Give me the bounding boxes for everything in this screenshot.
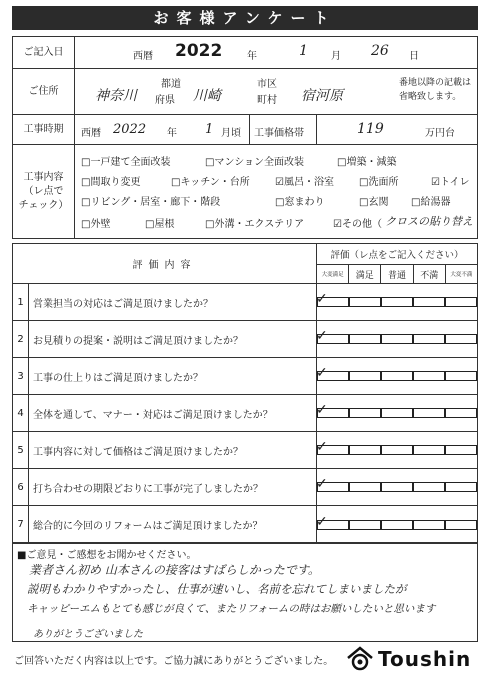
rating-cell bbox=[349, 432, 381, 468]
rating-checkbox[interactable] bbox=[445, 482, 477, 492]
evaluation-row-number: 2 bbox=[13, 321, 29, 357]
rating-cell bbox=[445, 321, 477, 357]
house-logo-icon bbox=[346, 646, 374, 672]
rating-cell bbox=[413, 358, 445, 394]
evaluation-row-number: 1 bbox=[13, 284, 29, 320]
address-label: ご住所 bbox=[13, 69, 75, 114]
rating-checkbox[interactable] bbox=[381, 297, 413, 307]
rating-checkbox[interactable] bbox=[445, 334, 477, 344]
date-label: ご記入日 bbox=[13, 37, 75, 68]
address-city[interactable]: 川崎 bbox=[193, 88, 221, 104]
work-option[interactable]: □増築・減築 bbox=[337, 157, 397, 168]
work-other-value[interactable]: クロスの貼り替え bbox=[385, 215, 473, 228]
rating-cell bbox=[317, 321, 349, 357]
rating-cell bbox=[381, 284, 413, 320]
rating-checkbox[interactable] bbox=[381, 334, 413, 344]
date-era: 西暦 bbox=[133, 51, 153, 62]
address-row bbox=[13, 69, 477, 115]
evaluation-row bbox=[13, 432, 477, 469]
rating-cell bbox=[413, 469, 445, 505]
evaluation-question: 全体を通して、マナー・対応はご満足頂けましたか？ bbox=[29, 395, 317, 431]
price-label: 工事価格帯 bbox=[254, 128, 304, 139]
date-year-unit: 年 bbox=[247, 51, 257, 62]
work-option-checked[interactable]: ☑トイレ bbox=[431, 177, 470, 188]
rating-checkbox[interactable] bbox=[349, 371, 381, 381]
evaluation-header bbox=[13, 244, 477, 284]
customer-info-table bbox=[12, 36, 478, 239]
address-pref[interactable]: 神奈川 bbox=[95, 88, 137, 104]
construction-label: 工事時期 bbox=[13, 115, 75, 144]
rating-checkbox[interactable] bbox=[381, 445, 413, 455]
work-option[interactable]: □窓まわり bbox=[275, 197, 325, 208]
evaluation-question: 打ち合わせの期限どおりに工事が完了しましたか？ bbox=[29, 469, 317, 505]
date-day[interactable]: 26 bbox=[371, 43, 389, 59]
construction-year-unit: 年 bbox=[167, 128, 177, 139]
rating-cell bbox=[445, 469, 477, 505]
address-note: 番地以降の記載は省略致します。 bbox=[399, 78, 472, 102]
rating-cell bbox=[317, 358, 349, 394]
company-logo bbox=[346, 646, 471, 672]
rating-cell bbox=[413, 395, 445, 431]
work-content-row bbox=[13, 145, 477, 238]
check-mark-icon: ✓ bbox=[316, 439, 328, 455]
rating-cell bbox=[349, 321, 381, 357]
rating-checkbox[interactable] bbox=[349, 297, 381, 307]
rating-checkbox[interactable] bbox=[349, 334, 381, 344]
evaluation-row bbox=[13, 284, 477, 321]
rating-checkbox[interactable] bbox=[445, 408, 477, 418]
logo-text: Toushin bbox=[378, 647, 472, 671]
work-label-line2: （レ点で bbox=[23, 185, 64, 197]
rating-checkbox[interactable] bbox=[381, 371, 413, 381]
evaluation-row bbox=[13, 321, 477, 358]
rating-cell bbox=[349, 506, 381, 543]
price-unit: 万円台 bbox=[425, 128, 455, 139]
rating-checkbox[interactable] bbox=[381, 482, 413, 492]
rating-checkbox[interactable] bbox=[413, 482, 445, 492]
col-satisfied: 満足 bbox=[349, 265, 381, 283]
page-title: お客様アンケート bbox=[12, 6, 478, 30]
rating-cell bbox=[381, 432, 413, 468]
rating-cell bbox=[413, 321, 445, 357]
evaluation-question: お見積りの提案・説明はご満足頂けましたか？ bbox=[29, 321, 317, 357]
rating-checkbox[interactable] bbox=[413, 408, 445, 418]
check-mark-icon: ✓ bbox=[316, 402, 328, 418]
evaluation-row-number: 4 bbox=[13, 395, 29, 431]
rating-cell bbox=[413, 284, 445, 320]
evaluation-row-number: 5 bbox=[13, 432, 29, 468]
rating-cell bbox=[381, 358, 413, 394]
comments-box[interactable] bbox=[12, 542, 478, 642]
rating-checkbox-checked[interactable] bbox=[316, 328, 349, 344]
city-unit-bottom: 町村 bbox=[257, 95, 277, 106]
date-month-unit: 月 bbox=[331, 51, 341, 62]
rating-cell bbox=[317, 432, 349, 468]
pref-unit-top: 都道 bbox=[161, 79, 181, 90]
rating-cell bbox=[381, 469, 413, 505]
work-option-checked[interactable]: ☑その他（ bbox=[333, 219, 382, 230]
date-row bbox=[13, 37, 477, 69]
check-mark-icon: ✓ bbox=[316, 328, 328, 344]
evaluation-row-number: 3 bbox=[13, 358, 29, 394]
col-dissatisfied: 不満 bbox=[414, 265, 446, 283]
rating-cell bbox=[445, 506, 477, 543]
comments-label: ■ご意見・ご感想をお聞かせください。 bbox=[17, 550, 197, 561]
work-label-line3: チェック） bbox=[18, 199, 69, 211]
date-month[interactable]: 1 bbox=[299, 43, 308, 59]
work-option[interactable]: □玄関 bbox=[359, 197, 389, 208]
rating-cell bbox=[349, 395, 381, 431]
pref-unit-bottom: 府県 bbox=[155, 95, 175, 106]
work-option[interactable]: □リビング・居室・廊下・階段 bbox=[81, 197, 221, 208]
work-option-checked[interactable]: ☑風呂・浴室 bbox=[275, 177, 334, 188]
evaluation-rating-header: 評価（レ点をご記入ください） bbox=[330, 250, 464, 261]
rating-checkbox[interactable] bbox=[413, 445, 445, 455]
construction-row bbox=[13, 115, 477, 145]
rating-cell bbox=[445, 284, 477, 320]
construction-month[interactable]: 1 bbox=[205, 122, 214, 137]
rating-checkbox[interactable] bbox=[413, 297, 445, 307]
evaluation-row-number: 6 bbox=[13, 469, 29, 505]
work-option[interactable]: □外溝・エクステリア bbox=[205, 219, 305, 230]
rating-checkbox[interactable] bbox=[349, 408, 381, 418]
rating-checkbox[interactable] bbox=[349, 482, 381, 492]
comment-line: キャッピーエムもとても感じが良くて、またリフォームの時はお願いしたいと思います bbox=[27, 603, 436, 615]
construction-era: 西暦 bbox=[81, 128, 101, 139]
evaluation-table bbox=[12, 243, 478, 544]
check-mark-icon: ✓ bbox=[316, 365, 328, 381]
rating-checkbox-checked[interactable] bbox=[316, 365, 349, 381]
work-option[interactable]: □キッチン・台所 bbox=[171, 177, 250, 188]
rating-checkbox-checked[interactable] bbox=[316, 476, 349, 492]
rating-cell bbox=[413, 432, 445, 468]
comment-line: ありがとうございました bbox=[33, 629, 143, 640]
rating-cell bbox=[445, 432, 477, 468]
rating-cell bbox=[445, 395, 477, 431]
rating-checkbox-checked[interactable] bbox=[316, 291, 349, 307]
rating-cell bbox=[317, 469, 349, 505]
rating-cell bbox=[349, 358, 381, 394]
work-option[interactable]: □外壁 bbox=[81, 219, 111, 230]
rating-cell bbox=[317, 506, 349, 543]
rating-cell bbox=[381, 321, 413, 357]
evaluation-question: 営業担当の対応はご満足頂けましたか？ bbox=[29, 284, 317, 320]
rating-cell bbox=[381, 506, 413, 543]
rating-cell bbox=[413, 506, 445, 543]
footer-text: ご回答いただく内容は以上です。ご協力誠にありがとうございました。 bbox=[14, 656, 334, 667]
check-mark-icon: ✓ bbox=[316, 291, 328, 307]
evaluation-row bbox=[13, 395, 477, 432]
col-normal: 普通 bbox=[381, 265, 413, 283]
rating-checkbox[interactable] bbox=[445, 520, 477, 530]
date-day-unit: 日 bbox=[409, 51, 419, 62]
rating-checkbox-checked[interactable] bbox=[316, 513, 349, 530]
rating-checkbox-checked[interactable] bbox=[316, 439, 349, 455]
col-very-satisfied: 大変満足 bbox=[317, 265, 349, 283]
address-town[interactable]: 宿河原 bbox=[301, 88, 343, 104]
work-label bbox=[13, 145, 75, 238]
evaluation-question: 工事内容に対して価格はご満足頂けましたか？ bbox=[29, 432, 317, 468]
rating-checkbox[interactable] bbox=[381, 408, 413, 418]
construction-month-unit: 月頃 bbox=[221, 128, 241, 139]
evaluation-question-header: 評価内容 bbox=[13, 244, 317, 283]
rating-cell bbox=[317, 284, 349, 320]
price-value[interactable]: 119 bbox=[357, 121, 384, 137]
rating-cell bbox=[349, 469, 381, 505]
city-unit-top: 市区 bbox=[257, 79, 277, 90]
rating-checkbox[interactable] bbox=[349, 520, 381, 530]
rating-cell bbox=[445, 358, 477, 394]
construction-year[interactable]: 2022 bbox=[113, 122, 147, 137]
rating-cell bbox=[349, 284, 381, 320]
work-label-line1: 工事内容 bbox=[23, 171, 64, 183]
evaluation-row bbox=[13, 506, 477, 543]
rating-checkbox-checked[interactable] bbox=[316, 402, 349, 418]
comment-line: 業者さん初め 山本さんの接客はすばらしかったです。 bbox=[29, 563, 320, 577]
work-option[interactable]: □一戸建て全面改装 bbox=[81, 157, 171, 168]
col-very-dissatisfied: 大変不満 bbox=[450, 272, 473, 278]
rating-checkbox[interactable] bbox=[349, 445, 381, 455]
rating-cell bbox=[317, 395, 349, 431]
rating-checkbox[interactable] bbox=[445, 297, 477, 307]
rating-checkbox[interactable] bbox=[413, 520, 445, 530]
evaluation-row bbox=[13, 358, 477, 395]
work-option[interactable]: □洗面所 bbox=[359, 177, 399, 188]
comment-line: 説明もわかりやすかったし、仕事が速いし、名前を忘れてしまいましたが bbox=[27, 582, 407, 596]
work-option[interactable]: □間取り変更 bbox=[81, 177, 141, 188]
rating-checkbox[interactable] bbox=[413, 334, 445, 344]
price-label-cell bbox=[249, 115, 317, 144]
date-year[interactable]: 2022 bbox=[175, 41, 223, 61]
work-option[interactable]: □給湯器 bbox=[411, 197, 451, 208]
rating-checkbox[interactable] bbox=[445, 371, 477, 381]
rating-checkbox[interactable] bbox=[445, 445, 477, 455]
evaluation-row bbox=[13, 469, 477, 506]
evaluation-row-number: 7 bbox=[13, 506, 29, 543]
evaluation-question: 総合的に今回のリフォームはご満足頂けましたか？ bbox=[29, 506, 317, 543]
evaluation-question: 工事の仕上りはご満足頂けましたか？ bbox=[29, 358, 317, 394]
rating-cell bbox=[381, 395, 413, 431]
check-mark-icon: ✓ bbox=[316, 513, 328, 530]
check-mark-icon: ✓ bbox=[316, 476, 328, 492]
work-option[interactable]: □マンション全面改装 bbox=[205, 157, 304, 168]
rating-checkbox[interactable] bbox=[381, 520, 413, 530]
work-option[interactable]: □屋根 bbox=[145, 219, 175, 230]
rating-checkbox[interactable] bbox=[413, 371, 445, 381]
